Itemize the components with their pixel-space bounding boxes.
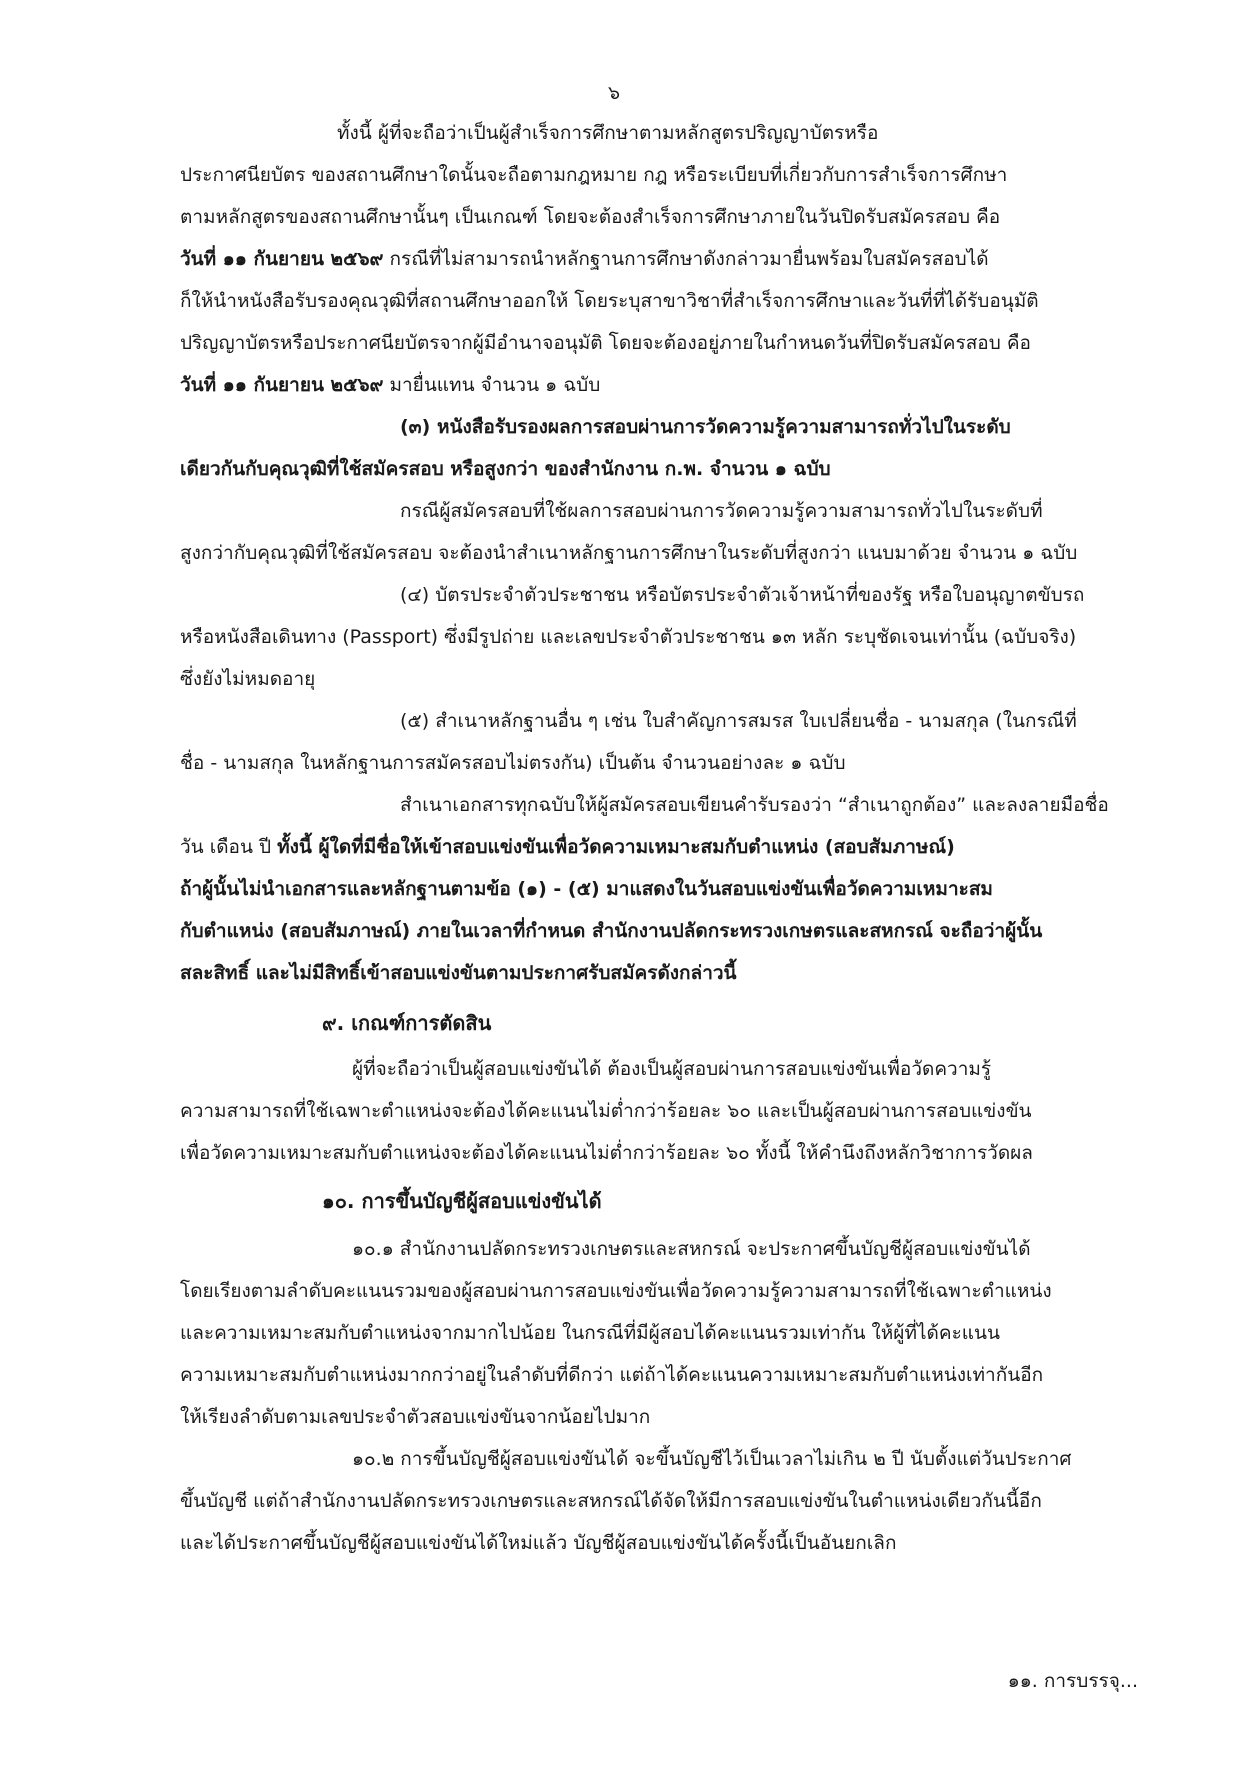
paragraph-1-line-1: ทั้งนี้ ผู้ที่จะถือว่าเป็นผู้สำเร็จการศึกษาตามหลักสูตรปริญญาบัตรหรือ [337, 122, 879, 144]
section-10-2-line-1: ๑๐.๒ การขึ้นบัญชีผู้สอบแข่งขันได้ จะขึ้นบัญชีไว้เป็นเวลาไม่เกิน ๒ ปี นับตั้งแต่วันประกาศ [352, 1448, 1072, 1470]
deadline-date: วันที่ ๑๑ กันยายน ๒๕๖๙ [180, 374, 384, 396]
section-9-line-3: เพื่อวัดความเหมาะสมกับตำแหน่งจะต้องได้คะแนนไม่ต่ำกว่าร้อยละ ๖๐ ทั้งนี้ ให้คำนึงถึงหลักวิชาการวัดผล [180, 1142, 1033, 1164]
section-10-1-line-2: โดยเรียงตามลำดับคะแนนรวมของผู้สอบผ่านการสอบแข่งขันเพื่อวัดความรู้ความสามารถที่ใช้เฉพาะตำแหน่ง [180, 1280, 1052, 1302]
item-3-line-4: สูงกว่ากับคุณวุฒิที่ใช้สมัครสอบ จะต้องนำสำเนาหลักฐานการศึกษาในระดับที่สูงกว่า แนบมาด้วย จำนวน ๑ ฉบับ [180, 542, 1078, 564]
paragraph-1-line-4-rest: กรณีที่ไม่สามารถนำหลักฐานการศึกษาดังกล่าวมายื่นพร้อมใบสมัครสอบได้ [383, 248, 989, 270]
section-9-heading: ๙. เกณฑ์การตัดสิน [322, 1011, 492, 1035]
certify-line-2-normal: วัน เดือน ปี [180, 836, 278, 858]
item-3-line-2: เดียวกันกับคุณวุฒิที่ใช้สมัครสอบ หรือสูงกว่า ของสำนักงาน ก.พ. จำนวน ๑ ฉบับ [180, 458, 831, 480]
paragraph-1-line-2: ประกาศนียบัตร ของสถานศึกษาใดนั้นจะถือตามกฎหมาย กฎ หรือระเบียบที่เกี่ยวกับการสำเร็จการศึกษา [180, 164, 1008, 186]
paragraph-1-line-7 [180, 372, 600, 398]
certify-line-5: สละสิทธิ์ และไม่มีสิทธิ์เข้าสอบแข่งขันตามประกาศรับสมัครดังกล่าวนี้ [180, 962, 737, 984]
item-5-line-2: ชื่อ - นามสกุล ในหลักฐานการสมัครสอบไม่ตรงกัน) เป็นต้น จำนวนอย่างละ ๑ ฉบับ [180, 752, 846, 774]
certify-line-1: สำเนาเอกสารทุกฉบับให้ผู้สมัครสอบเขียนคำรับรองว่า “สำเนาถูกต้อง” และลงลายมือชื่อ [400, 794, 1109, 816]
section-10-1-line-4: ความเหมาะสมกับตำแหน่งมากกว่าอยู่ในลำดับที่ดีกว่า แต่ถ้าได้คะแนนความเหมาะสมกับตำแหน่งเท่ากันอีก [180, 1364, 1044, 1386]
paragraph-1-line-6: ปริญญาบัตรหรือประกาศนียบัตรจากผู้มีอำนาจอนุมัติ โดยจะต้องอยู่ภายในกำหนดวันที่ปิดรับสมัครสอบ คือ [180, 332, 1031, 354]
section-10-1-line-1: ๑๐.๑ สำนักงานปลัดกระทรวงเกษตรและสหกรณ์ จะประกาศขึ้นบัญชีผู้สอบแข่งขันได้ [352, 1238, 1031, 1260]
certify-line-3: ถ้าผู้นั้นไม่นำเอกสารและหลักฐานตามข้อ (๑) - (๕) มาแสดงในวันสอบแข่งขันเพื่อวัดความเหมาะสม [180, 878, 993, 900]
item-4-line-1: (๔) บัตรประจำตัวประชาชน หรือบัตรประจำตัวเจ้าหน้าที่ของรัฐ หรือใบอนุญาตขับรถ [400, 584, 1085, 606]
item-4-line-2: หรือหนังสือเดินทาง (Passport) ซึ่งมีรูปถ่าย และเลขประจำตัวประชาชน ๑๓ หลัก ระบุชัดเจนเท่านั้น (ฉบับจริง) [180, 626, 1077, 648]
certify-line-2 [180, 834, 955, 860]
section-10-heading: ๑๐. การขึ้นบัญชีผู้สอบแข่งขันได้ [322, 1189, 602, 1213]
item-3-line-1: (๓) หนังสือรับรองผลการสอบผ่านการวัดความรู้ความสามารถทั่วไปในระดับ [400, 416, 1011, 438]
section-10-1-line-3: และความเหมาะสมกับตำแหน่งจากมากไปน้อย ในกรณีที่มีผู้สอบได้คะแนนรวมเท่ากัน ให้ผู้ที่ได้คะแนน [180, 1322, 1000, 1344]
continuation-note: ๑๑. การบรรจุ... [1007, 1670, 1138, 1692]
paragraph-1-line-5: ก็ให้นำหนังสือรับรองคุณวุฒิที่สถานศึกษาออกให้ โดยระบุสาขาวิชาที่สำเร็จการศึกษาและวันที่ที่ได้รับอนุมัติ [180, 290, 1039, 312]
item-5-line-1: (๕) สำเนาหลักฐานอื่น ๆ เช่น ใบสำคัญการสมรส ใบเปลี่ยนชื่อ - นามสกุล (ในกรณีที่ [400, 710, 1077, 732]
section-9-line-2: ความสามารถที่ใช้เฉพาะตำแหน่งจะต้องได้คะแนนไม่ต่ำกว่าร้อยละ ๖๐ และเป็นผู้สอบผ่านการสอบแข่งขัน [180, 1100, 1032, 1122]
item-4-line-3: ซึ่งยังไม่หมดอายุ [180, 668, 316, 690]
section-10-1-line-5: ให้เรียงลำดับตามเลขประจำตัวสอบแข่งขันจากน้อยไปมาก [180, 1406, 651, 1428]
certify-line-4: กับตำแหน่ง (สอบสัมภาษณ์) ภายในเวลาที่กำหนด สำนักงานปลัดกระทรวงเกษตรและสหกรณ์ จะถือว่าผู้นั้น [180, 920, 1043, 942]
section-10-2-line-3: และได้ประกาศขึ้นบัญชีผู้สอบแข่งขันได้ใหม่แล้ว บัญชีผู้สอบแข่งขันได้ครั้งนี้เป็นอันยกเลิก [180, 1532, 897, 1554]
paragraph-1-line-7-rest: มายื่นแทน จำนวน ๑ ฉบับ [383, 374, 601, 396]
page-number: ๖ [608, 82, 621, 104]
paragraph-1-line-4 [180, 246, 989, 272]
certify-line-2-bold: ทั้งนี้ ผู้ใดที่มีชื่อให้เข้าสอบแข่งขันเพื่อวัดความเหมาะสมกับตำแหน่ง (สอบสัมภาษณ์) [277, 836, 955, 858]
section-9-line-1: ผู้ที่จะถือว่าเป็นผู้สอบแข่งขันได้ ต้องเป็นผู้สอบผ่านการสอบแข่งขันเพื่อวัดความรู้ [352, 1058, 992, 1080]
section-10-2-line-2: ขึ้นบัญชี แต่ถ้าสำนักงานปลัดกระทรวงเกษตรและสหกรณ์ได้จัดให้มีการสอบแข่งขันในตำแหน่งเดียวกันนี้อีก [180, 1490, 1042, 1512]
item-3-line-3: กรณีผู้สมัครสอบที่ใช้ผลการสอบผ่านการวัดความรู้ความสามารถทั่วไปในระดับที่ [400, 500, 1043, 522]
deadline-date: วันที่ ๑๑ กันยายน ๒๕๖๙ [180, 248, 384, 270]
paragraph-1-line-3: ตามหลักสูตรของสถานศึกษานั้นๆ เป็นเกณฑ์ โดยจะต้องสำเร็จการศึกษาภายในวันปิดรับสมัครสอบ คือ [180, 206, 1001, 228]
